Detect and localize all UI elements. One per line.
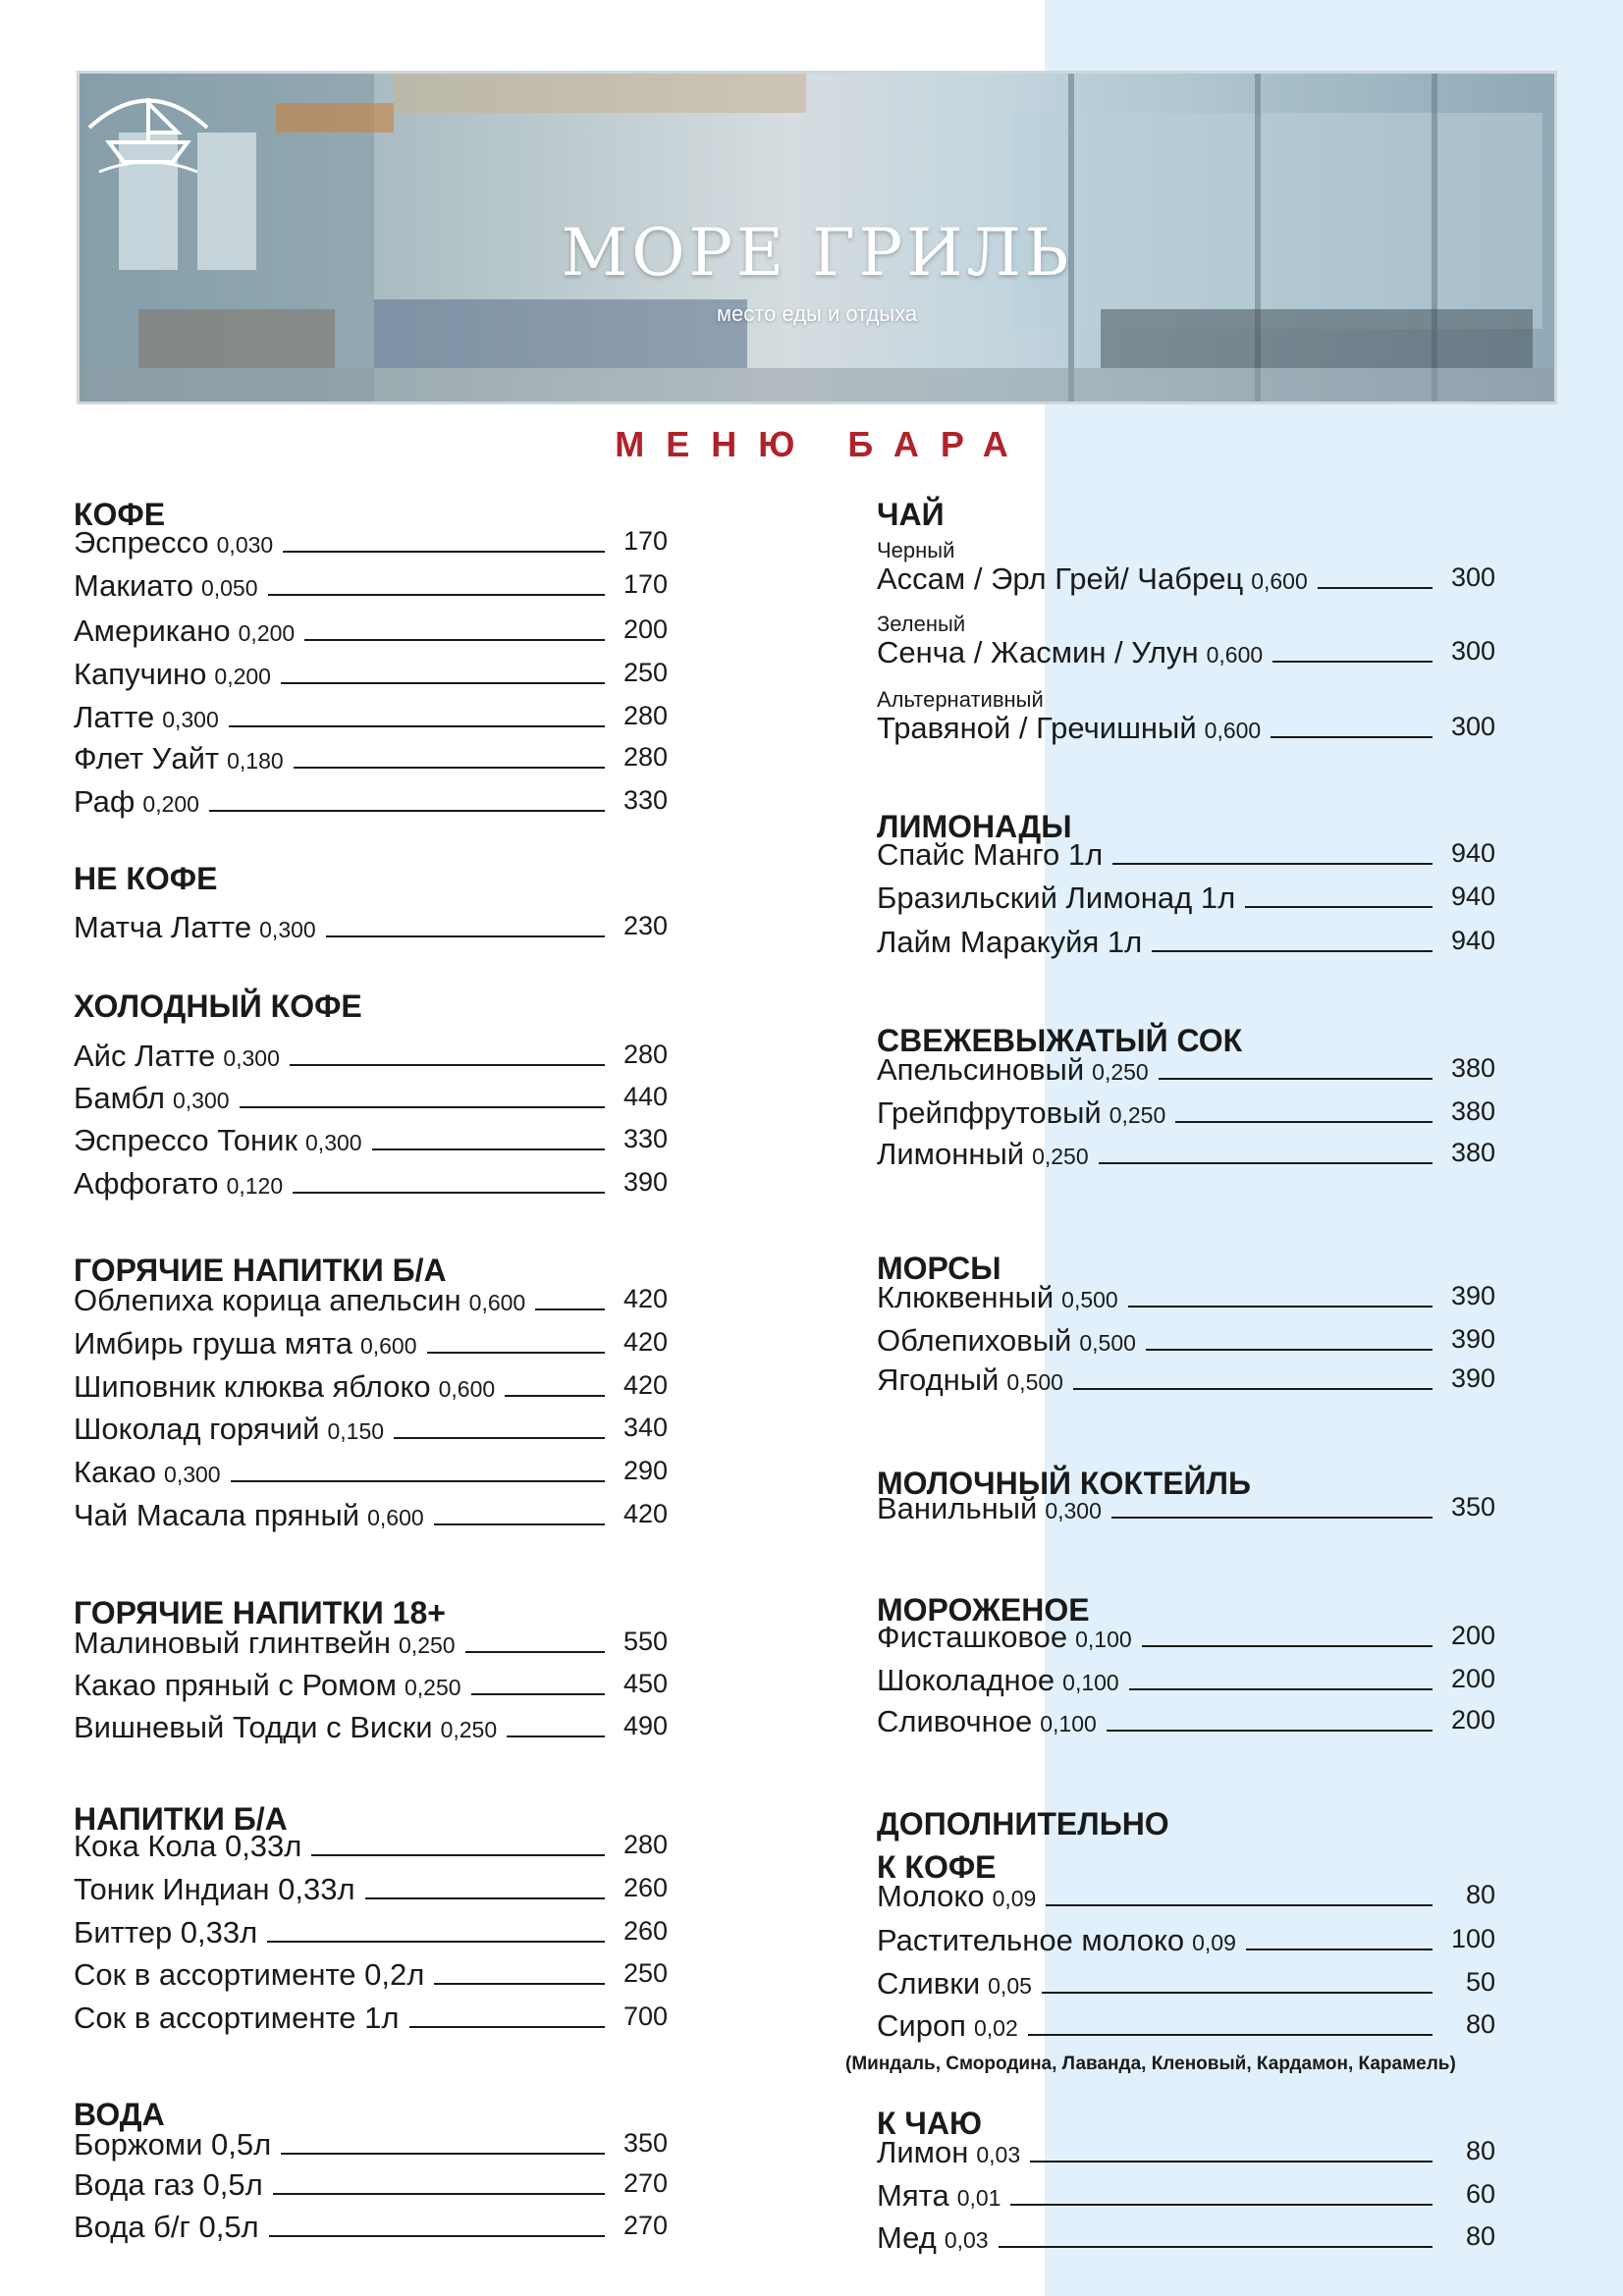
menu-item [74, 1823, 668, 1864]
item-volume: 0,600 [468, 1290, 526, 1315]
menu-item [877, 1090, 1495, 1131]
item-name: Бамбл [74, 1081, 165, 1115]
item-name: Вишневый Тодди с Виски [74, 1710, 433, 1744]
item-price: 390 [1450, 1324, 1495, 1354]
menu-item [877, 1317, 1495, 1359]
leader-line [505, 1395, 605, 1397]
item-name: Растительное молоко [877, 1923, 1185, 1957]
item-name: Американо [74, 614, 231, 648]
item-name: Малиновый глинтвейн [74, 1626, 392, 1660]
item-name: Шиповник клюква яблоко [74, 1369, 431, 1404]
menu-item [877, 1698, 1495, 1739]
item-volume: 0,250 [1032, 1144, 1089, 1169]
section-title: ЛИМОНАДЫ [877, 809, 1072, 844]
item-volume: 0,250 [399, 1632, 456, 1658]
item-volume: 0,030 [216, 532, 274, 558]
leader-line [1042, 1992, 1433, 1994]
item-price: 270 [622, 2211, 668, 2240]
leader-line [1073, 1388, 1433, 1390]
section-title: ГОРЯЧИЕ НАПИТКИ 18+ [74, 1595, 446, 1630]
menu-item [74, 2204, 668, 2245]
item-price: 440 [622, 1082, 668, 1111]
item-volume: 0,300 [259, 917, 316, 942]
section-title: К ЧАЮ [877, 2106, 983, 2141]
item-price: 300 [1450, 562, 1495, 592]
item-price: 280 [622, 1040, 668, 1069]
item-volume: 0,300 [223, 1045, 280, 1071]
item-name: Сливочное [877, 1704, 1033, 1738]
item-name: Какао [74, 1455, 157, 1489]
item-name: Фисташковое [877, 1620, 1068, 1654]
item-name: Сенча / Жасмин / Улун [877, 635, 1199, 669]
section-title: ЧАЙ [877, 497, 945, 532]
item-price: 280 [622, 1830, 668, 1859]
leader-line [281, 2153, 605, 2155]
item-name: Облепиха корица апельсин [74, 1283, 461, 1317]
leader-line [372, 1148, 605, 1150]
item-price: 250 [622, 1958, 668, 1988]
leader-line [311, 1854, 605, 1856]
item-name: Облепиховый [877, 1323, 1072, 1358]
item-name: Аффогато [74, 1166, 219, 1201]
item-volume: 0,200 [238, 620, 296, 646]
leader-line [1099, 1162, 1433, 1164]
menu-item [877, 1046, 1495, 1088]
section-title: МОЛОЧНЫЙ КОКТЕЙЛЬ [877, 1466, 1251, 1501]
leader-line [1159, 1078, 1433, 1080]
section-title: НЕ КОФЕ [74, 861, 218, 896]
item-name: Клюквенный [877, 1280, 1055, 1314]
item-volume: 0,01 [956, 2185, 1001, 2211]
item-volume: 0,300 [173, 1088, 230, 1113]
item-price: 700 [622, 2002, 668, 2031]
item-name: Сливки [877, 1966, 981, 2001]
item-volume: 0,250 [404, 1675, 461, 1700]
item-name: Шоколад горячий [74, 1412, 320, 1446]
section-title: СВЕЖЕВЫЖАТЫЙ СОК [877, 1023, 1243, 1058]
menu-item [74, 562, 668, 604]
item-name: Айс Латте [74, 1039, 216, 1073]
item-price: 330 [622, 785, 668, 815]
tea-subcategory: Альтернативный [877, 687, 1044, 712]
menu-item [877, 629, 1495, 670]
leader-line [209, 810, 605, 812]
item-volume: 0,050 [200, 575, 258, 601]
menu-item [74, 1866, 668, 1907]
item-price: 80 [1465, 2221, 1495, 2251]
item-volume: 0,600 [438, 1376, 496, 1402]
item-price: 170 [622, 526, 668, 556]
item-volume: 0,250 [1092, 1059, 1149, 1085]
section-title: ДОПОЛНИТЕЛЬНО [877, 1806, 1169, 1842]
leader-line [1272, 661, 1433, 663]
item-price: 270 [622, 2168, 668, 2198]
item-name: Боржоми 0,5л [74, 2127, 272, 2162]
item-volume: 0,100 [1062, 1670, 1119, 1695]
item-price: 200 [622, 614, 668, 644]
leader-line [434, 1523, 605, 1525]
section-title: ВОДА [74, 2097, 165, 2132]
item-price: 420 [622, 1499, 668, 1528]
item-name: Ассам / Эрл Грей/ Чабрец [877, 561, 1244, 596]
item-name: Имбирь груша мята [74, 1326, 352, 1361]
menu-item [877, 919, 1495, 960]
item-price: 940 [1450, 838, 1495, 868]
item-price: 390 [622, 1167, 668, 1197]
item-price: 420 [622, 1284, 668, 1313]
item-price: 290 [622, 1456, 668, 1485]
item-volume: 0,500 [1006, 1369, 1063, 1395]
item-price: 390 [1450, 1281, 1495, 1310]
menu-item [877, 1873, 1495, 1914]
menu-item [877, 2172, 1495, 2214]
leader-line [1146, 1349, 1433, 1351]
leader-line [471, 1693, 605, 1695]
item-price: 380 [1450, 1138, 1495, 1167]
leader-line [1107, 1730, 1433, 1732]
item-price: 280 [622, 701, 668, 730]
leader-line [365, 1897, 605, 1899]
item-name: Биттер 0,33л [74, 1915, 258, 1949]
item-name: Какао пряный с Ромом [74, 1668, 397, 1702]
item-name: Сок в ассортименте 0,2л [74, 1957, 425, 1992]
item-price: 80 [1465, 1880, 1495, 1909]
item-price: 200 [1450, 1621, 1495, 1650]
logo-ship-icon [80, 74, 217, 182]
leader-line [1152, 950, 1433, 952]
item-name: Вода б/г 0,5л [74, 2210, 259, 2244]
menu-item [877, 875, 1495, 916]
item-volume: 0,200 [214, 664, 271, 689]
menu-item [74, 2121, 668, 2163]
item-price: 80 [1465, 2136, 1495, 2165]
item-name: Чай Масала пряный [74, 1498, 360, 1532]
tea-subcategory: Зеленый [877, 612, 966, 636]
item-volume: 0,600 [1206, 642, 1264, 667]
item-volume: 0,100 [1075, 1627, 1132, 1652]
leader-line [1030, 2161, 1433, 2163]
leader-line [999, 2246, 1433, 2248]
menu-item [877, 556, 1495, 597]
leader-line [1028, 2034, 1433, 2036]
menu-item [877, 1357, 1495, 1398]
item-name: Мед [877, 2220, 937, 2255]
menu-item [74, 1995, 668, 2036]
item-price: 200 [1450, 1664, 1495, 1693]
leader-line [465, 1651, 605, 1653]
item-volume: 0,03 [944, 2227, 989, 2253]
menu-item [74, 904, 668, 945]
item-price: 450 [622, 1669, 668, 1698]
item-price: 550 [622, 1627, 668, 1656]
tea-subcategory: Черный [877, 538, 955, 562]
item-price: 250 [622, 658, 668, 687]
leader-line [269, 2235, 605, 2237]
leader-line [1128, 1306, 1433, 1308]
menu-item [877, 1917, 1495, 1958]
leader-line [1318, 587, 1433, 589]
item-name: Матча Латте [74, 910, 252, 944]
item-volume: 0,02 [973, 2015, 1018, 2041]
item-volume: 0,600 [367, 1505, 424, 1530]
item-price: 100 [1450, 1924, 1495, 1953]
section-title: МОРОЖЕНОЕ [877, 1592, 1090, 1628]
leader-line [535, 1308, 605, 1310]
leader-line [1010, 2204, 1433, 2206]
menu-item [74, 519, 668, 561]
item-price: 350 [1450, 1492, 1495, 1522]
item-price: 50 [1465, 1967, 1495, 1997]
item-volume: 0,03 [976, 2142, 1021, 2167]
item-name: Ванильный [877, 1491, 1038, 1525]
leader-line [1246, 1949, 1433, 1950]
item-price: 350 [622, 2128, 668, 2158]
item-price: 420 [622, 1327, 668, 1357]
item-price: 300 [1450, 636, 1495, 666]
item-name: Лимон [877, 2135, 969, 2169]
item-name: Травяной / Гречишный [877, 711, 1197, 745]
item-name: Грейпфрутовый [877, 1095, 1102, 1130]
menu-item [74, 1406, 668, 1447]
leader-line [326, 935, 605, 937]
menu-item [877, 1274, 1495, 1315]
item-volume: 0,600 [359, 1333, 417, 1359]
syrup-flavors-note: (Миндаль, Смородина, Лаванда, Кленовый, Кардамон, Карамель) [845, 2054, 1456, 2074]
item-price: 940 [1450, 881, 1495, 911]
menu-item [74, 778, 668, 820]
leader-line [304, 639, 605, 641]
item-price: 200 [1450, 1705, 1495, 1735]
item-volume: 0,600 [1251, 568, 1308, 594]
leader-line [231, 1480, 605, 1482]
menu-item [74, 735, 668, 776]
leader-line [283, 551, 605, 553]
leader-line [1111, 1517, 1433, 1519]
item-volume: 0,600 [1204, 718, 1262, 743]
brand-tagline: место еды и отдыха [716, 301, 918, 326]
menu-item [74, 1363, 668, 1405]
menu-item [74, 1033, 668, 1074]
leader-line [268, 594, 605, 596]
leader-line [240, 1106, 605, 1108]
item-name: Сироп [877, 2008, 966, 2043]
item-price: 170 [622, 569, 668, 599]
menu-item [74, 608, 668, 649]
header-banner [77, 71, 1557, 404]
leader-line [427, 1352, 606, 1354]
menu-item [74, 1620, 668, 1661]
menu-item [877, 1657, 1495, 1698]
leader-line [290, 1064, 605, 1066]
leader-line [293, 1192, 605, 1194]
menu-item [877, 2002, 1495, 2044]
menu-item [74, 2162, 668, 2203]
item-name: Эспрессо Тоник [74, 1123, 298, 1157]
item-name: Мята [877, 2178, 949, 2213]
item-name: Капучино [74, 657, 207, 691]
leader-line [273, 2193, 605, 2195]
menu-item [877, 1485, 1495, 1526]
section-title: ХОЛОДНЫЙ КОФЕ [74, 988, 362, 1024]
menu-item [74, 1449, 668, 1490]
item-name: Тоник Индиан 0,33л [74, 1872, 355, 1906]
item-price: 260 [622, 1916, 668, 1946]
leader-line [1046, 1904, 1433, 1906]
section-title: КОФЕ [74, 497, 166, 532]
leader-line [229, 725, 605, 727]
item-price: 420 [622, 1370, 668, 1400]
item-name: Бразильский Лимонад 1л [877, 881, 1236, 915]
item-name: Флет Уайт [74, 741, 220, 775]
menu-title: МЕНЮ БАРА [615, 424, 1030, 464]
menu-item [74, 1160, 668, 1201]
item-volume: 0,180 [227, 748, 284, 774]
section-subtitle: К КОФЕ [877, 1849, 997, 1885]
menu-item [877, 2129, 1495, 2170]
item-volume: 0,150 [327, 1418, 385, 1444]
section-title: МОРСЫ [877, 1251, 1001, 1286]
menu-item [877, 1131, 1495, 1172]
leader-line [294, 767, 605, 769]
item-name: Сок в ассортименте 1л [74, 2001, 400, 2035]
menu-item [877, 2215, 1495, 2256]
item-volume: 0,300 [1045, 1498, 1102, 1523]
item-price: 280 [622, 742, 668, 772]
menu-item [74, 694, 668, 735]
item-volume: 0,09 [1192, 1930, 1236, 1955]
item-volume: 0,300 [164, 1462, 221, 1487]
leader-line [281, 682, 605, 684]
item-volume: 0,250 [1109, 1102, 1166, 1128]
item-volume: 0,200 [142, 791, 199, 817]
leader-line [1142, 1645, 1433, 1647]
item-price: 490 [622, 1711, 668, 1740]
item-name: Эспрессо [74, 525, 209, 560]
menu-item [74, 1277, 668, 1318]
leader-line [1175, 1121, 1433, 1123]
item-name: Лайм Маракуйя 1л [877, 925, 1143, 959]
menu-item [74, 1909, 668, 1950]
item-name: Ягодный [877, 1362, 1000, 1397]
item-name: Апельсиновый [877, 1052, 1085, 1087]
leader-line [507, 1735, 605, 1737]
brand-name: МОРЕ ГРИЛЬ [561, 215, 1073, 291]
menu-item [74, 1704, 668, 1745]
menu-item [74, 1951, 668, 1993]
leader-line [1245, 906, 1433, 908]
item-volume: 0,300 [305, 1130, 362, 1155]
item-volume: 0,250 [440, 1717, 498, 1742]
item-price: 330 [622, 1124, 668, 1153]
menu-item [74, 1492, 668, 1533]
menu-item [74, 1662, 668, 1703]
item-volume: 0,05 [988, 1973, 1032, 1999]
leader-line [434, 1983, 605, 1985]
item-name: Латте [74, 700, 155, 734]
item-name: Вода газ 0,5л [74, 2167, 263, 2202]
menu-item [877, 831, 1495, 873]
item-name: Лимонный [877, 1137, 1025, 1171]
item-price: 230 [622, 911, 668, 940]
section-title: НАПИТКИ Б/А [74, 1801, 288, 1837]
menu-item [74, 651, 668, 692]
item-volume: 0,300 [162, 707, 219, 732]
item-name: Молоко [877, 1879, 985, 1913]
item-volume: 0,500 [1061, 1287, 1118, 1312]
leader-line [409, 2026, 606, 2028]
item-volume: 0,100 [1040, 1711, 1097, 1736]
item-price: 380 [1450, 1053, 1495, 1083]
menu-item [877, 705, 1495, 746]
leader-line [1112, 863, 1433, 865]
item-price: 300 [1450, 712, 1495, 741]
item-price: 60 [1465, 2179, 1495, 2209]
menu-item [74, 1117, 668, 1158]
item-price: 80 [1465, 2009, 1495, 2039]
section-title: ГОРЯЧИЕ НАПИТКИ Б/А [74, 1253, 447, 1288]
item-price: 380 [1450, 1096, 1495, 1126]
item-name: Раф [74, 784, 135, 819]
item-price: 390 [1450, 1363, 1495, 1393]
item-name: Спайс Манго 1л [877, 837, 1104, 872]
item-volume: 0,09 [992, 1886, 1037, 1911]
item-volume: 0,500 [1079, 1330, 1136, 1356]
leader-line [394, 1437, 605, 1439]
menu-item [877, 1960, 1495, 2002]
item-volume: 0,120 [226, 1173, 284, 1199]
menu-item [74, 1320, 668, 1362]
leader-line [267, 1941, 605, 1943]
menu-item [877, 1614, 1495, 1655]
item-name: Кока Кола 0,33л [74, 1829, 302, 1863]
leader-line [1271, 736, 1433, 738]
item-name: Макиато [74, 568, 193, 603]
menu-item [74, 1075, 668, 1116]
item-name: Шоколадное [877, 1663, 1055, 1697]
item-price: 340 [622, 1413, 668, 1442]
item-price: 940 [1450, 926, 1495, 955]
item-price: 260 [622, 1873, 668, 1902]
leader-line [1129, 1688, 1433, 1690]
